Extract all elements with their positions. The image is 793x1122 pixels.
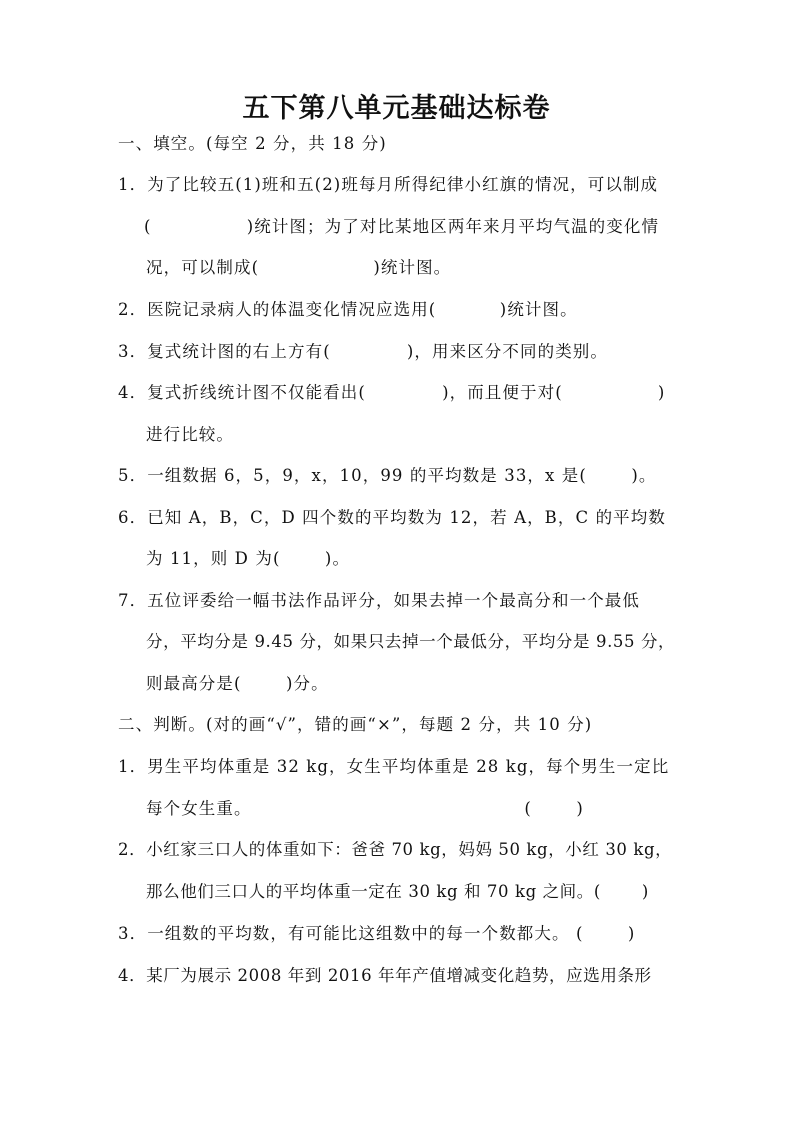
judge-4-line-1: 4．某厂为展示 2008 年到 2016 年年产值增减变化趋势，应选用条形	[118, 966, 652, 985]
question-3: 3．复式统计图的右上方有( )，用来区分不同的类别。	[118, 342, 609, 361]
question-4-line-1: 4．复式折线统计图不仅能看出( )，而且便于对( )	[118, 383, 666, 402]
question-6-line-1: 6．已知 A，B，C，D 四个数的平均数为 12，若 A，B，C 的平均数	[118, 508, 666, 527]
judge-1-line-1: 1．男生平均体重是 32 kg，女生平均体重是 28 kg，每个男生一定比	[118, 757, 670, 776]
question-7-line-1: 7．五位评委给一幅书法作品评分，如果去掉一个最高分和一个最低	[118, 591, 640, 610]
section-heading-fill-blank: 一、填空。(每空 2 分，共 18 分)	[118, 134, 387, 153]
judge-3: 3．一组数的平均数，有可能比这组数中的每一个数都大。 ( )	[118, 924, 636, 943]
page-title: 五下第八单元基础达标卷	[242, 93, 551, 124]
judge-2-line-1: 2．小红家三口人的体重如下：爸爸 70 kg，妈妈 50 kg，小红 30 kg，	[118, 840, 673, 859]
question-1-line-2: ( )统计图；为了对比某地区两年来月平均气温的变化情	[144, 217, 660, 236]
question-4-line-2: 进行比较。	[146, 425, 234, 444]
question-1-line-3: 况，可以制成( )统计图。	[146, 258, 452, 277]
question-6-line-2: 为 11，则 D 为( )。	[146, 549, 351, 568]
question-7-line-3: 则最高分是( )分。	[146, 674, 329, 693]
section-heading-true-false: 二、判断。(对的画“√”，错的画“×”，每题 2 分，共 10 分)	[118, 715, 593, 734]
question-7-line-2: 分，平均分是 9.45 分，如果只去掉一个最低分，平均分是 9.55 分，	[146, 632, 676, 651]
question-2: 2．医院记录病人的体温变化情况应选用( )统计图。	[118, 300, 578, 319]
question-5: 5．一组数据 6，5，9，x，10，99 的平均数是 33，x 是( )。	[118, 466, 657, 485]
question-1-line-1: 1．为了比较五(1)班和五(2)班每月所得纪律小红旗的情况，可以制成	[118, 175, 659, 194]
judge-2-line-2: 那么他们三口人的平均体重一定在 30 kg 和 70 kg 之间。( )	[146, 882, 649, 901]
judge-1-line-2: 每个女生重。 ( )	[146, 799, 584, 818]
